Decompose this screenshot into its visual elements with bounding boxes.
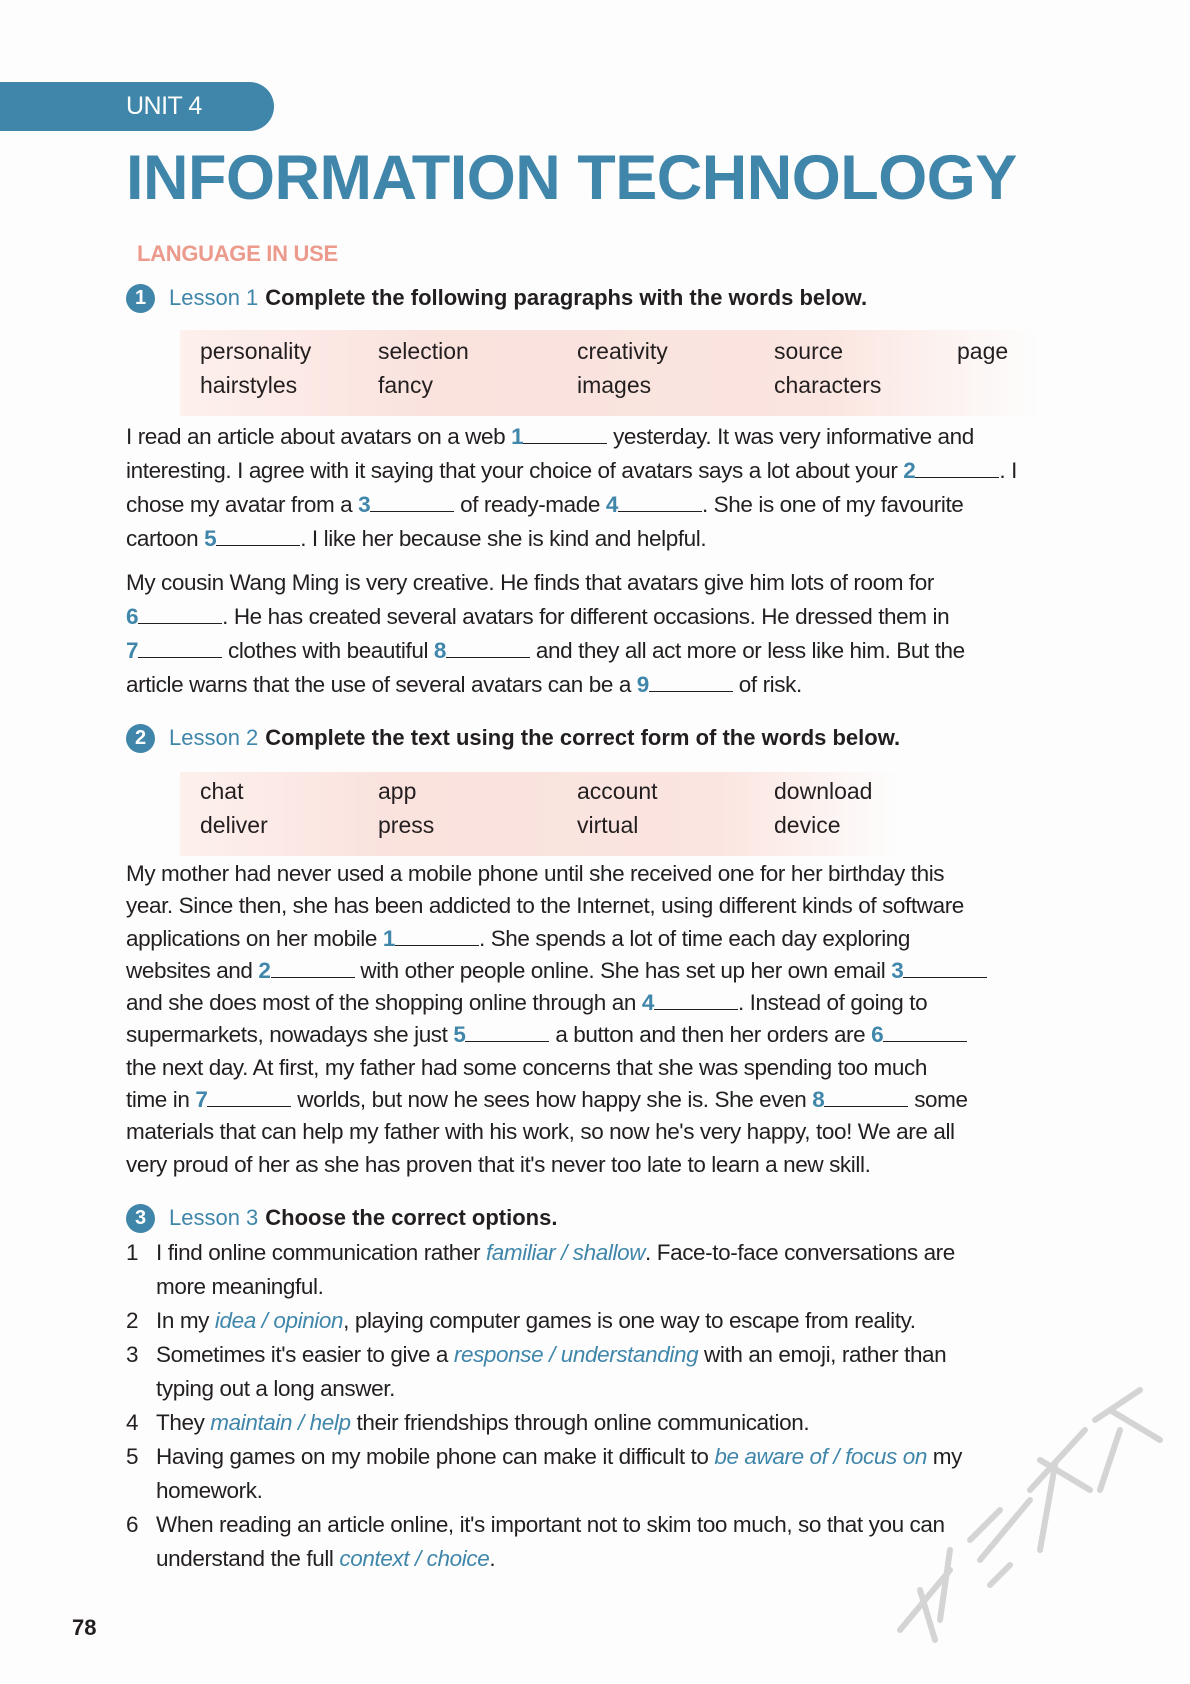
lesson-label: Lesson 3 bbox=[169, 1205, 259, 1230]
text: supermarkets, nowadays she just bbox=[126, 1022, 454, 1048]
word-box-2 bbox=[180, 772, 900, 856]
text: I find online communication rather bbox=[156, 1240, 486, 1265]
lesson-label: Lesson 2 bbox=[169, 725, 259, 750]
section-label: LANGUAGE IN USE bbox=[137, 241, 338, 266]
page-title: INFORMATION TECHNOLOGY bbox=[126, 143, 1017, 213]
blank-number: 6 bbox=[126, 604, 139, 629]
text: In my bbox=[156, 1308, 215, 1333]
option-choice[interactable]: idea / opinion bbox=[214, 1308, 344, 1333]
text: interesting. I agree with it saying that your choice of avatars says a lot about your bbox=[126, 458, 904, 483]
word: device bbox=[774, 812, 841, 838]
lesson-label: Lesson 1 bbox=[169, 285, 259, 310]
word: chat bbox=[200, 778, 244, 804]
blank-number: 5 bbox=[453, 1022, 466, 1048]
unit-label: UNIT 4 bbox=[126, 92, 202, 120]
option-choice[interactable]: be aware of / focus on bbox=[714, 1444, 927, 1469]
word: app bbox=[378, 778, 417, 804]
word: creativity bbox=[577, 338, 668, 364]
text: cartoon bbox=[126, 526, 205, 551]
page-number: 78 bbox=[72, 1615, 97, 1640]
word-box-1 bbox=[180, 330, 1040, 416]
word: press bbox=[378, 812, 435, 838]
blank-line[interactable] bbox=[138, 603, 222, 624]
blank-line[interactable] bbox=[523, 423, 607, 444]
word: virtual bbox=[577, 812, 639, 838]
paragraph-1 bbox=[126, 420, 1086, 556]
blank-line[interactable] bbox=[903, 957, 987, 978]
option-choice[interactable]: context / choice bbox=[339, 1546, 490, 1571]
word: page bbox=[957, 338, 1009, 364]
text: . He has created several avatars for different occasions. He dressed them in bbox=[222, 604, 950, 629]
instruction: Complete the text using the correct form of the words below. bbox=[265, 725, 901, 750]
text: article warns that the use of several avatars can be a bbox=[126, 672, 637, 697]
text: with an emoji, rather than bbox=[698, 1342, 947, 1367]
blank-line[interactable] bbox=[654, 989, 738, 1010]
word: fancy bbox=[378, 372, 433, 398]
blank-line[interactable] bbox=[370, 491, 454, 512]
item-number: 4 bbox=[126, 1410, 139, 1435]
text: clothes with beautiful bbox=[222, 638, 434, 663]
blank-number: 3 bbox=[358, 492, 371, 517]
text: chose my avatar from a bbox=[126, 492, 359, 517]
blank-line[interactable] bbox=[618, 491, 702, 512]
text: and she does most of the shopping online through an bbox=[126, 990, 642, 1016]
exercise-3-heading bbox=[126, 1202, 557, 1234]
text: Sometimes it's easier to give a bbox=[156, 1342, 454, 1367]
text: My mother had never used a mobile phone until she received one for her birthday this bbox=[126, 861, 945, 886]
blank-number: 5 bbox=[204, 526, 217, 551]
text: I read an article about avatars on a web bbox=[126, 424, 512, 449]
text: My cousin Wang Ming is very creative. He finds that avatars give him lots of room for bbox=[126, 570, 934, 595]
instruction: Choose the correct options. bbox=[265, 1205, 558, 1230]
blank-number: 8 bbox=[812, 1087, 825, 1113]
exercise-number-badge: 2 bbox=[126, 724, 155, 753]
blank-number: 4 bbox=[641, 990, 654, 1016]
blank-number: 8 bbox=[433, 638, 447, 663]
blank-line[interactable] bbox=[271, 957, 355, 978]
blank-line[interactable] bbox=[649, 671, 733, 692]
item-number: 5 bbox=[126, 1444, 139, 1469]
word: source bbox=[774, 338, 844, 364]
text: typing out a long answer. bbox=[156, 1376, 395, 1401]
word: personality bbox=[200, 338, 312, 364]
option-choice[interactable]: response / understanding bbox=[453, 1342, 699, 1367]
text: homework. bbox=[156, 1478, 263, 1503]
text: , playing computer games is one way to escape from reality. bbox=[343, 1308, 916, 1333]
text: Having games on my mobile phone can make it difficult to bbox=[156, 1444, 715, 1469]
list-item bbox=[126, 1304, 1086, 1338]
word: hairstyles bbox=[200, 372, 298, 398]
text: . Face-to-face conversations are bbox=[645, 1240, 955, 1265]
exercise-2-heading bbox=[126, 722, 900, 754]
item-number: 2 bbox=[126, 1308, 139, 1333]
text: some bbox=[908, 1087, 968, 1113]
text: yesterday. It was very informative and bbox=[607, 424, 974, 449]
text: worlds, but now he sees how happy she is. She even bbox=[291, 1087, 813, 1113]
word: characters bbox=[774, 372, 882, 398]
blank-number: 7 bbox=[195, 1087, 208, 1113]
text: their friendships through online communication. bbox=[350, 1410, 810, 1435]
blank-line[interactable] bbox=[446, 637, 530, 658]
text: and they all act more or less like him. But the bbox=[530, 638, 965, 663]
text: websites and bbox=[126, 957, 259, 983]
word: selection bbox=[378, 338, 469, 364]
word: deliver bbox=[200, 812, 268, 838]
text: my bbox=[926, 1444, 962, 1469]
blank-line[interactable] bbox=[216, 525, 300, 546]
text: very proud of her as she has proven that it's never too late to learn a new skill. bbox=[126, 1151, 871, 1177]
text: They bbox=[156, 1410, 211, 1435]
text: of risk. bbox=[732, 672, 802, 697]
list-item bbox=[126, 1236, 1086, 1304]
blank-number: 9 bbox=[636, 672, 649, 697]
blank-line[interactable] bbox=[395, 925, 479, 946]
word: images bbox=[577, 372, 652, 398]
blank-number: 1 bbox=[382, 925, 395, 951]
text: applications on her mobile bbox=[126, 925, 383, 951]
text: of ready-made bbox=[454, 492, 606, 517]
blank-line[interactable] bbox=[915, 457, 999, 478]
item-number: 1 bbox=[126, 1240, 139, 1265]
paragraph-2 bbox=[126, 566, 1086, 702]
text: When reading an article online, it's important not to skim too much, so that you can bbox=[156, 1512, 945, 1537]
text: . Instead of going to bbox=[737, 990, 928, 1016]
watermark-logo bbox=[880, 1370, 1180, 1670]
text: materials that can help my father with his work, so now he's very happy, too! We are all bbox=[126, 1119, 955, 1145]
text: the next day. At first, my father had some concerns that she was spending too much bbox=[126, 1054, 927, 1080]
text: a button and then her orders are bbox=[549, 1022, 872, 1048]
unit-tab bbox=[0, 82, 274, 131]
exercise-1-heading bbox=[126, 282, 867, 314]
instruction: Complete the following paragraphs with the words below. bbox=[265, 285, 868, 310]
text: understand the full bbox=[156, 1546, 340, 1571]
text: more meaningful. bbox=[156, 1274, 324, 1299]
word: account bbox=[577, 778, 658, 804]
text: with other people online. She has set up her own email bbox=[354, 957, 892, 983]
blank-line[interactable] bbox=[138, 637, 222, 658]
blank-number: 1 bbox=[511, 424, 524, 449]
word: download bbox=[774, 778, 873, 804]
item-number: 3 bbox=[126, 1342, 139, 1367]
blank-number: 6 bbox=[871, 1022, 884, 1048]
text: . I bbox=[999, 458, 1017, 483]
blank-number: 2 bbox=[258, 957, 271, 983]
option-choice[interactable]: familiar / shallow bbox=[485, 1240, 646, 1265]
blank-line[interactable] bbox=[207, 1086, 291, 1107]
blank-number: 7 bbox=[126, 638, 139, 663]
blank-line[interactable] bbox=[883, 1021, 967, 1042]
text: time in bbox=[126, 1087, 196, 1113]
exercise-number-badge: 3 bbox=[126, 1204, 155, 1233]
text: . She is one of my favourite bbox=[701, 492, 964, 517]
blank-line[interactable] bbox=[465, 1021, 549, 1042]
paragraph-3 bbox=[126, 858, 1086, 1181]
exercise-number-badge: 1 bbox=[126, 284, 155, 313]
option-choice[interactable]: maintain / help bbox=[210, 1410, 351, 1435]
blank-line[interactable] bbox=[824, 1086, 908, 1107]
blank-number: 4 bbox=[605, 492, 618, 517]
text: . I like her because she is kind and helpful. bbox=[300, 526, 707, 551]
text: . bbox=[489, 1546, 496, 1571]
item-number: 6 bbox=[126, 1512, 139, 1537]
text: year. Since then, she has been addicted to the Internet, using different kinds of software bbox=[126, 893, 964, 919]
blank-number: 3 bbox=[891, 957, 904, 983]
text: . She spends a lot of time each day exploring bbox=[479, 925, 911, 951]
blank-number: 2 bbox=[903, 458, 916, 483]
